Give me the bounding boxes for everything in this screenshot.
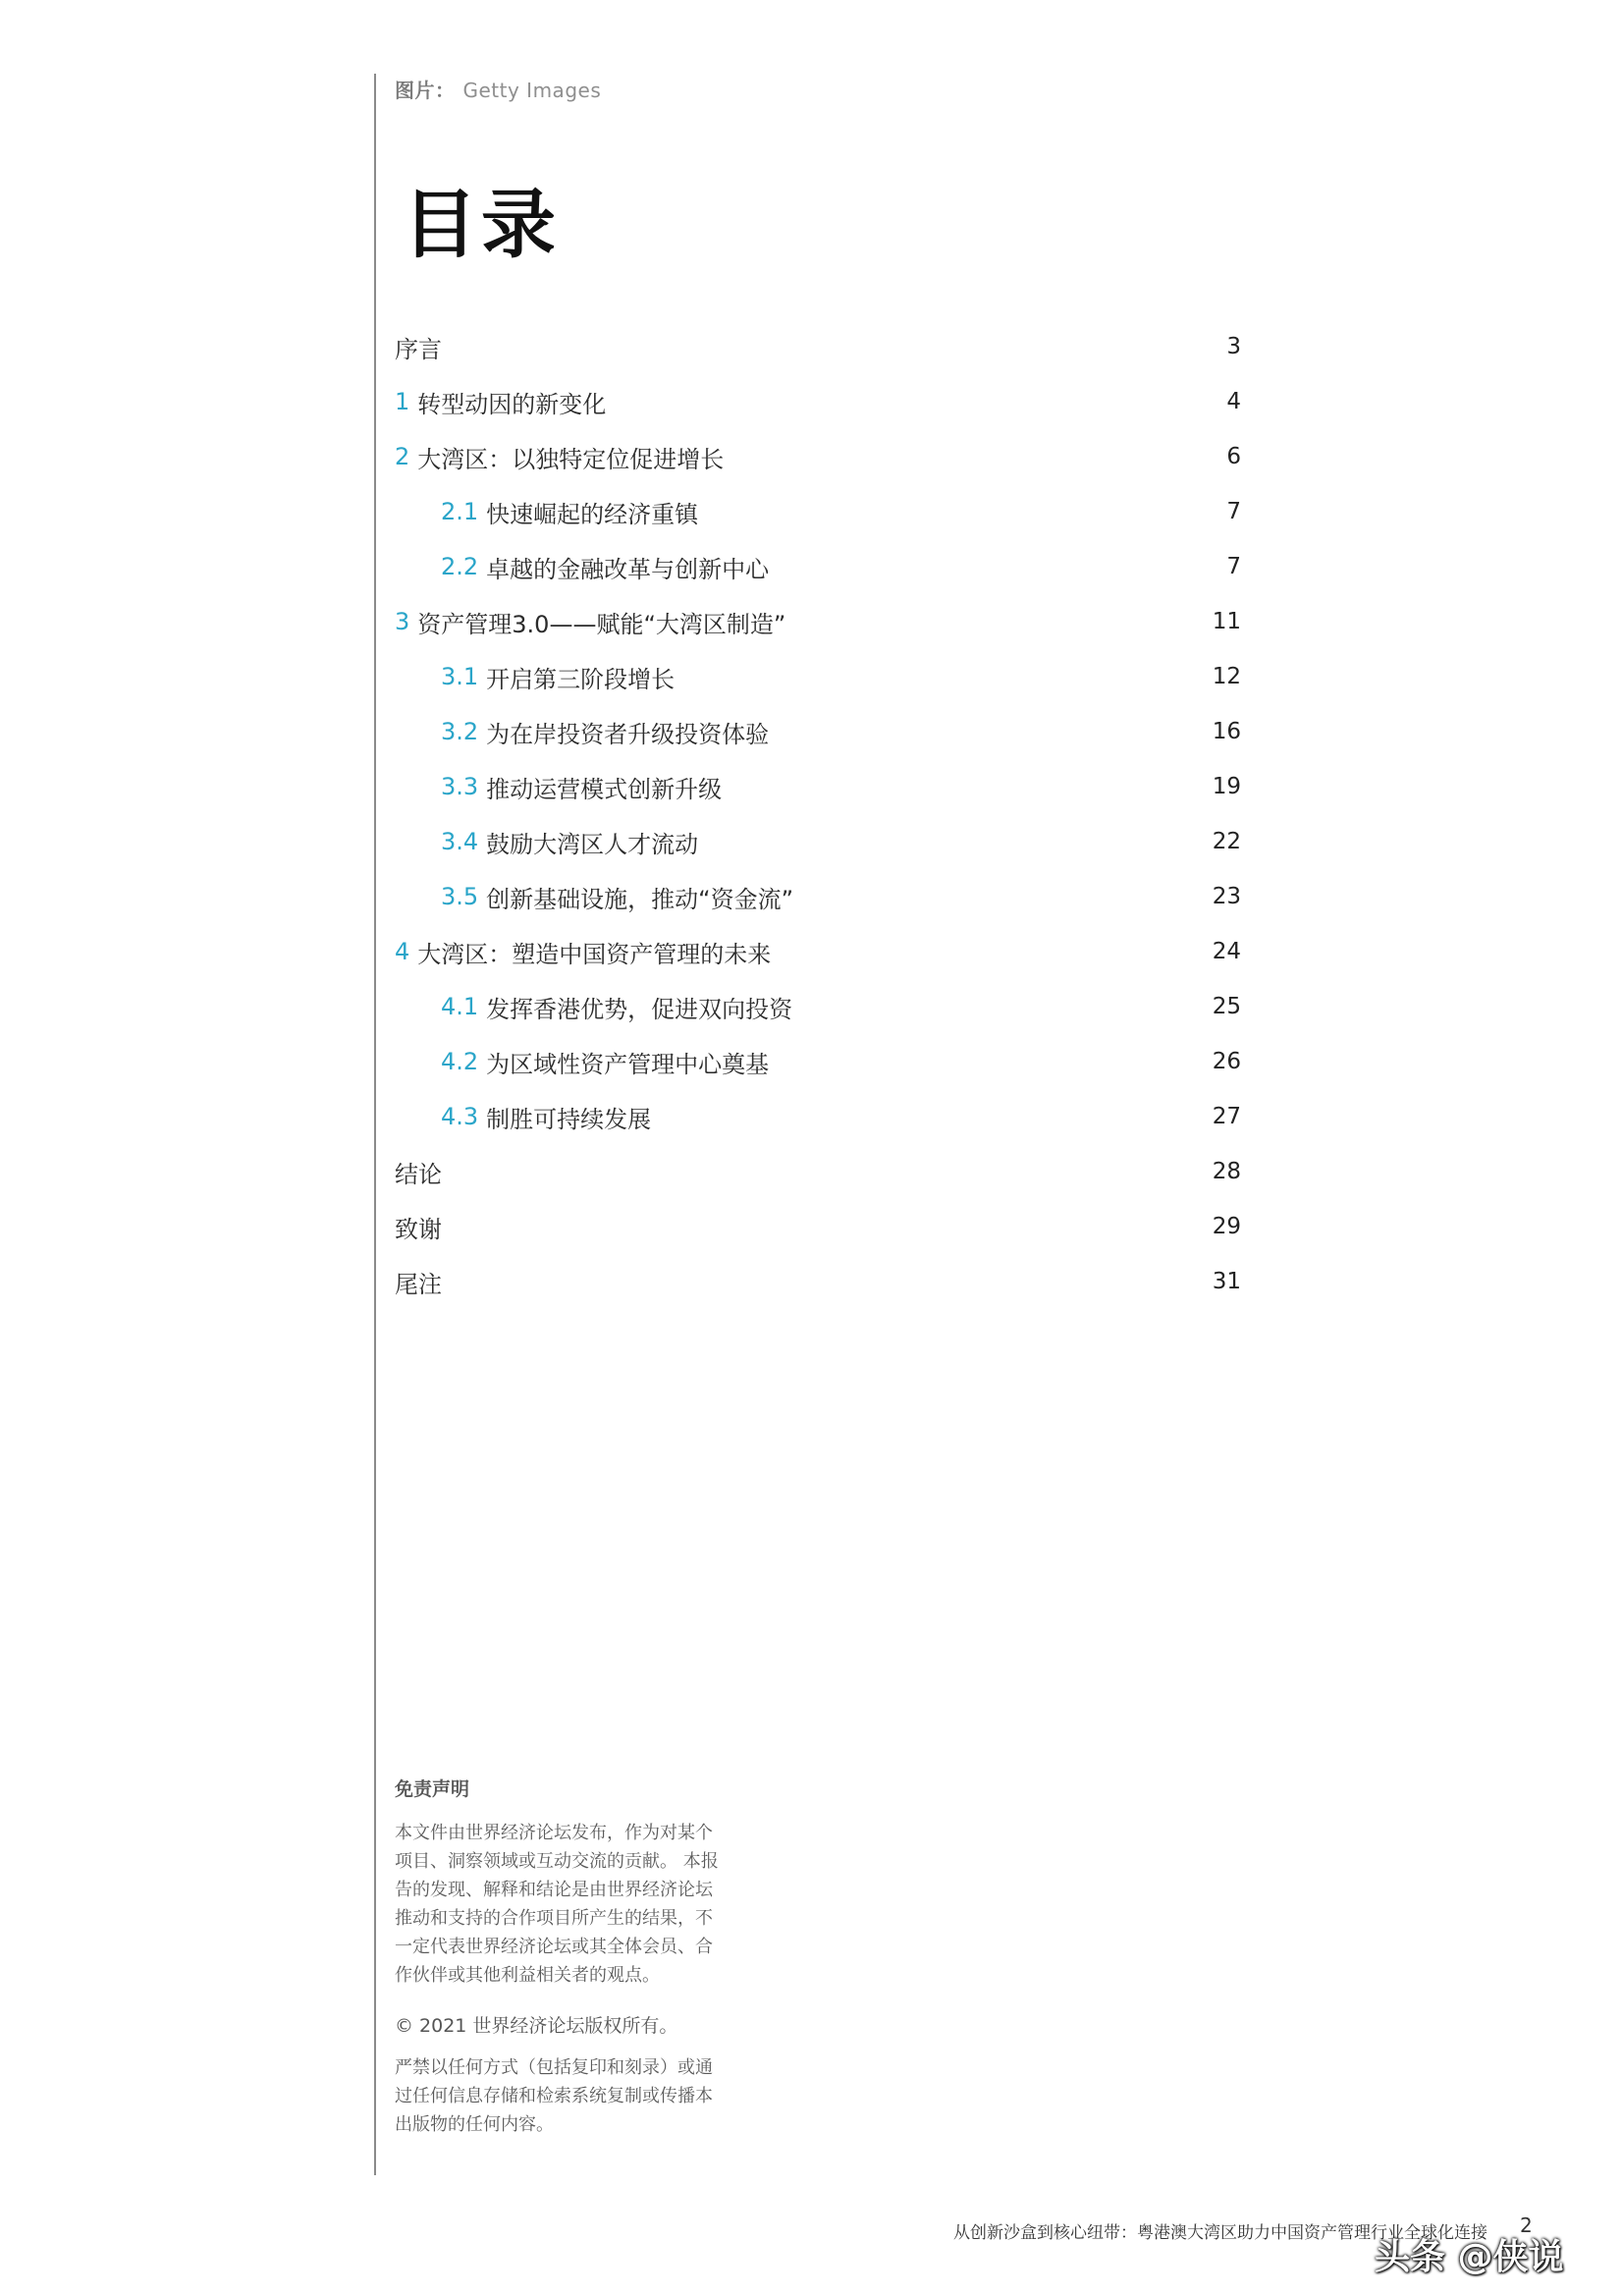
toc-entry-page: 28 xyxy=(1212,1159,1241,1184)
image-credit-label: 图片： xyxy=(395,79,456,102)
toc-entry-title: 致谢 xyxy=(395,1215,442,1243)
toc-entry-number: 3.5 xyxy=(441,883,479,910)
toc-entry-page: 19 xyxy=(1212,774,1241,799)
toc-entry[interactable] xyxy=(395,1089,1241,1144)
toc-entry[interactable] xyxy=(395,814,1241,869)
toc-entry[interactable] xyxy=(395,869,1241,924)
toc-entry-number: 1 xyxy=(395,388,410,415)
disclaimer-line: 项目、洞察领域或互动交流的贡献。 本报 xyxy=(395,1851,719,1872)
toc-entry-page: 4 xyxy=(1226,389,1241,414)
toc-entry-title: 结论 xyxy=(395,1160,442,1188)
toc-entry-number: 2.2 xyxy=(441,553,479,580)
footer-title: 从创新沙盒到核心纽带：粤港澳大湾区助力中国资产管理行业全球化连接 xyxy=(953,2223,1488,2243)
toc-entry-number: 3.2 xyxy=(441,718,479,745)
rights-line: 过任何信息存储和检索系统复制或传播本 xyxy=(395,2086,713,2106)
toc-entry[interactable] xyxy=(395,539,1241,594)
rights-line: 出版物的任何内容。 xyxy=(395,2114,554,2135)
toc-entry-page: 27 xyxy=(1212,1104,1241,1129)
toc-entry-page: 22 xyxy=(1212,829,1241,854)
toc-entry-title: 为区域性资产管理中心奠基 xyxy=(486,1050,770,1078)
toc-entry[interactable] xyxy=(395,979,1241,1034)
disclaimer-section xyxy=(395,1775,778,2139)
toc-entry[interactable] xyxy=(395,759,1241,814)
page-number: 2 xyxy=(1520,2214,1533,2237)
disclaimer-line: 本文件由世界经济论坛发布，作为对某个 xyxy=(395,1823,713,1843)
toc-entry[interactable] xyxy=(395,704,1241,759)
toc-entry-title: 开启第三阶段增长 xyxy=(486,665,676,693)
toc-entry-title: 尾注 xyxy=(395,1270,442,1298)
disclaimer-line: 作伙伴或其他利益相关者的观点。 xyxy=(395,1965,660,1986)
copyright-notice: © 2021 世界经济论坛版权所有。 xyxy=(395,2015,678,2037)
toc-entry-page: 24 xyxy=(1212,939,1241,964)
rights-text xyxy=(395,2053,778,2139)
toc-entry-title: 大湾区：以独特定位促进增长 xyxy=(417,445,725,473)
toc-entry-title: 资产管理3.0——赋能“大湾区制造” xyxy=(417,610,786,638)
toc-entry-title: 大湾区：塑造中国资产管理的未来 xyxy=(417,940,772,968)
toc-entry[interactable] xyxy=(395,1254,1241,1309)
toc-entry[interactable] xyxy=(395,649,1241,704)
toc-entry-page: 7 xyxy=(1226,499,1241,524)
toc-entry-number: 3.4 xyxy=(441,828,479,855)
toc-entry[interactable] xyxy=(395,1199,1241,1254)
toc-entry-page: 29 xyxy=(1212,1214,1241,1239)
toc-entry-title: 鼓励大湾区人才流动 xyxy=(486,830,699,858)
toc-entry-number: 4.3 xyxy=(441,1103,479,1130)
toc-entry-page: 16 xyxy=(1212,719,1241,744)
toc-entry-title: 为在岸投资者升级投资体验 xyxy=(486,720,770,748)
toc-entry-title: 序言 xyxy=(395,335,442,363)
toc-entry-page: 12 xyxy=(1212,664,1241,689)
disclaimer-title: 免责声明 xyxy=(395,1778,470,1800)
toc-entry[interactable] xyxy=(395,374,1241,429)
toc-entry-title: 创新基础设施，推动“资金流” xyxy=(486,885,794,913)
toc-entry-title: 推动运营模式创新升级 xyxy=(486,775,723,803)
toc-entry-page: 7 xyxy=(1226,554,1241,579)
toc-entry-number: 4.2 xyxy=(441,1048,479,1075)
toc-entry[interactable] xyxy=(395,319,1241,374)
toc-entry-page: 3 xyxy=(1226,334,1241,359)
disclaimer-line: 推动和支持的合作项目所产生的结果，不 xyxy=(395,1908,713,1929)
toc-entry-page: 26 xyxy=(1212,1049,1241,1074)
toc-entry-page: 25 xyxy=(1212,994,1241,1019)
left-divider-line xyxy=(374,74,376,2175)
toc-entry[interactable] xyxy=(395,429,1241,484)
toc-entry[interactable] xyxy=(395,484,1241,539)
disclaimer-line: 一定代表世界经济论坛或其全体会员、合 xyxy=(395,1937,713,1957)
toc-entry-number: 3.3 xyxy=(441,773,479,800)
toc-entry-page: 11 xyxy=(1212,609,1241,634)
toc-entry-number: 3 xyxy=(395,608,410,635)
toc-entry-title: 发挥香港优势，促进双向投资 xyxy=(486,995,793,1023)
toc-entry-number: 4 xyxy=(395,938,410,965)
rights-line: 严禁以任何方式（包括复印和刻录）或通 xyxy=(395,2057,713,2078)
toc-entry-title: 快速崛起的经济重镇 xyxy=(486,500,699,528)
toc-entry[interactable] xyxy=(395,594,1241,649)
image-credit xyxy=(395,75,601,103)
toc-entry-number: 4.1 xyxy=(441,993,479,1020)
toc-entry[interactable] xyxy=(395,1144,1241,1199)
toc-entry-title: 转型动因的新变化 xyxy=(417,390,607,418)
page-title: 目录 xyxy=(403,181,560,268)
table-of-contents xyxy=(395,319,1241,1309)
disclaimer-line: 告的发现、解释和结论是由世界经济论坛 xyxy=(395,1880,713,1900)
toc-entry[interactable] xyxy=(395,924,1241,979)
toc-entry-number: 2 xyxy=(395,443,410,470)
toc-entry-number: 3.1 xyxy=(441,663,479,690)
toc-entry[interactable] xyxy=(395,1034,1241,1089)
toc-entry-title: 制胜可持续发展 xyxy=(486,1105,652,1133)
toc-entry-title: 卓越的金融改革与创新中心 xyxy=(486,555,770,583)
toc-entry-number: 2.1 xyxy=(441,498,479,525)
toc-entry-page: 6 xyxy=(1226,444,1241,469)
disclaimer-text xyxy=(395,1819,778,1990)
image-credit-source: Getty Images xyxy=(462,79,602,102)
watermark: 头条 @侠说 xyxy=(1375,2237,1564,2277)
toc-entry-page: 23 xyxy=(1212,884,1241,909)
toc-entry-page: 31 xyxy=(1212,1269,1241,1294)
